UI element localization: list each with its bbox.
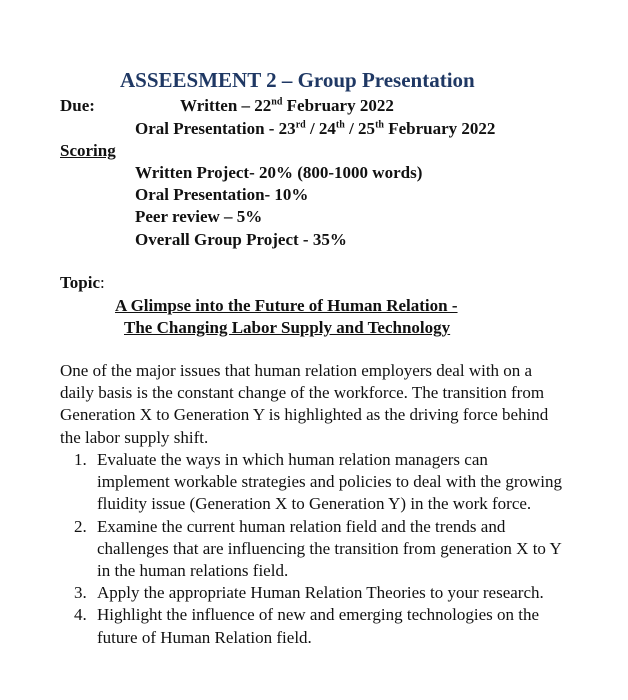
written-sup: nd bbox=[271, 96, 283, 108]
task-number: 4. bbox=[74, 605, 87, 625]
oral-due-date bbox=[135, 119, 495, 139]
oral-sup-3: th bbox=[375, 119, 384, 131]
task-number: 2. bbox=[74, 516, 87, 536]
scoring-item-peer: Peer review – 5% bbox=[135, 207, 263, 226]
written-suffix: February 2022 bbox=[282, 96, 394, 115]
task-number: 1. bbox=[74, 450, 87, 469]
topic-title-line-2: The Changing Labor Supply and Technology bbox=[124, 318, 451, 337]
oral-prefix: Oral Presentation - 23 bbox=[135, 119, 296, 138]
topic-label bbox=[60, 273, 105, 293]
task-number: 3. bbox=[74, 583, 87, 603]
task-text: Highlight the influence of new and emerging technologies on the future of Human Relation field. bbox=[97, 605, 540, 647]
topic-title-line-1: A Glimpse into the Future of Human Relation - bbox=[115, 296, 458, 315]
topic-colon: : bbox=[100, 273, 105, 292]
due-label: Due: bbox=[60, 96, 95, 115]
written-prefix: Written – 22 bbox=[180, 96, 272, 115]
task-item bbox=[74, 449, 564, 516]
document-title: ASSEESMENT 2 – Group Presentation bbox=[120, 68, 475, 92]
oral-mid-2: / 25 bbox=[344, 119, 376, 138]
task-item bbox=[74, 604, 564, 648]
oral-sup-1: rd bbox=[295, 119, 306, 131]
task-item bbox=[74, 516, 564, 583]
task-item bbox=[74, 582, 564, 604]
task-text: Examine the current human relation field and the trends and challenges that are influencing the transition from generation X to Y in the human relations field. bbox=[97, 516, 562, 581]
scoring-item-oral: Oral Presentation- 10% bbox=[135, 185, 309, 204]
scoring-label: Scoring bbox=[60, 141, 116, 160]
oral-sup-2: th bbox=[335, 119, 345, 131]
intro-paragraph: One of the major issues that human relation employers deal with on a daily basis is the constant change of the workforce. The transition from Generation X to Generation Y is highlighted as the driving force behind the labor supply shift. bbox=[60, 361, 549, 447]
scoring-item-overall: Overall Group Project - 35% bbox=[135, 230, 347, 249]
task-text: Evaluate the ways in which human relation managers can implement workable strategies and policies to deal with the growing fluidity issue (Generation X to Generation Y) in the work force. bbox=[97, 450, 563, 514]
topic-label-text: Topic bbox=[60, 273, 101, 292]
task-list bbox=[74, 449, 564, 649]
written-due-date bbox=[180, 96, 394, 116]
task-text: Apply the appropriate Human Relation Theories to your research. bbox=[97, 583, 544, 603]
scoring-item-written: Written Project- 20% (800-1000 words) bbox=[135, 163, 423, 182]
oral-mid-1: / 24 bbox=[305, 119, 336, 138]
oral-suffix: February 2022 bbox=[383, 119, 496, 138]
